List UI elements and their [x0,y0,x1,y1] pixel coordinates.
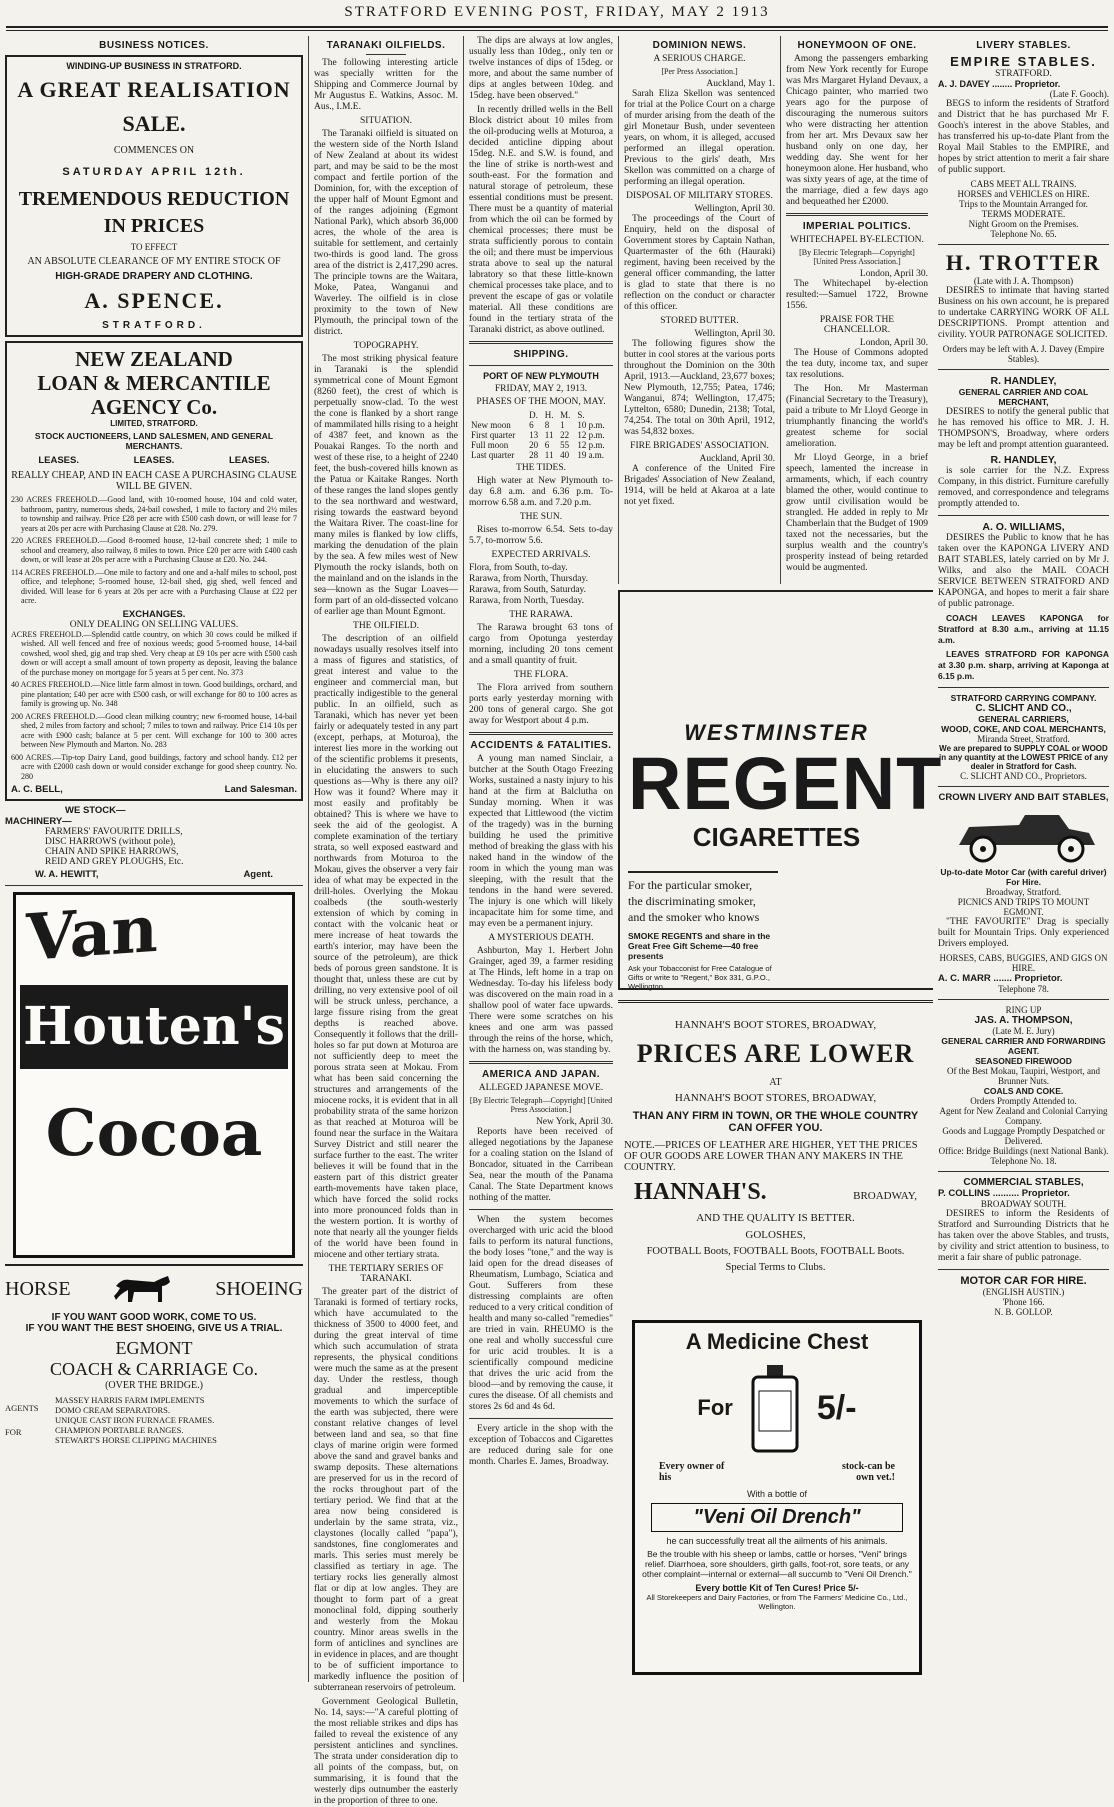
football-boots: FOOTBALL Boots, FOOTBALL Boots, FOOTBALL Boots. [646,1246,905,1257]
subheading: SITUATION. [360,116,412,126]
divider [469,365,613,366]
nz-loan-ad [5,341,303,801]
telegraph-credit: [By Electric Telegraph—Copyright] [United Press Association.] [469,1096,613,1114]
slicht-proprietors: C. SLICHT AND CO., Proprietors. [960,771,1087,781]
divider [469,1418,613,1419]
horses-hire: HORSES and VEHICLES on HIRE. [957,189,1090,199]
subheading: DISPOSAL OF MILITARY STORES. [626,191,773,201]
terms-moderate: TERMS MODERATE. [981,209,1066,219]
divider [938,999,1109,1000]
telegraph-credit: [By Electric Telegraph—Copyright] [United Press Association.] [799,248,915,266]
agents-label-group [5,1395,55,1445]
in-prices: IN PRICES [103,215,205,237]
hannahs-row [634,1179,917,1206]
for-price-row [641,1363,913,1453]
divider [469,732,613,735]
port-heading: PORT OF NEW PLYMOUTH [483,371,599,381]
dateline: New York, April 30. [535,1117,613,1127]
lease-item: 230 ACRES FREEHOLD.—Good land, with 10-roomed house, 104 and cold water, bathroom, pantry, numerous sheds, 24-bail cowshed, 1 mile to factory and 2½ miles to township and railway. Price £28 per acre with £500 cash down, or will lease for 7 years at 20s per acre with Purchasing Clause at £28. No. 279. [11,495,297,533]
motor-car-hire: Up-to-date Motor Car (with careful driver) For Hire. [940,867,1107,887]
article-paragraph: High water at New Plymouth to-day 6.8 a.m. and 6.36 p.m. To-morrow 6.58 a.m. and 7.20 p.m. [469,476,613,508]
veni-oil-drench-ad [632,1320,922,1675]
divider [469,341,613,344]
price-tag: 5/- [816,1388,857,1427]
divider [5,885,303,886]
thompson-late: (Late M. E. Jury) [992,1026,1055,1036]
column-shipping [463,36,618,1682]
hannahs-boot-ad [618,1000,933,1305]
subheading: TOPOGRAPHY. [353,341,419,351]
medicine-bottle-icon [745,1363,805,1453]
agents-list [55,1395,217,1445]
article-paragraph: The Whitechapel by-election resulted:—Samuel 1722, Browne 1556. [786,279,928,311]
moon-cell: New moon [471,420,511,430]
shipping-heading: SHIPPING. [513,349,569,360]
article-paragraph: The most striking physical feature in Taranaki is the splendid symmetrical cone of Mount Egmont (8260 feet), the crest of which is perpetually snow-clad. To the west the cone is flanked by a short range of mammilated hills rising to a height of 4387 feet, and known as the Pouakai Ranges. To the north and west of these rise, to a height of 2240 feet, the bush-covered hills known as the Patua or Kaitake Ranges. North of these ranges the land slopes gently to the sea northward and westward, rising towards the eastward beyond the Waitara River. The coast-line for many miles is flanked by low cliffs, marking the denudation of the plain by the sea. A few miles west of New Plymouth the rocky islands, both on the mainland and on the islands in the sea—known as the Sugar Loaves—form part of an old-dissected volcano of earlier age than Mount Egmont. [314,354,458,617]
leaves-stratford: LEAVES STRATFORD FOR KAPONGA at 3.30 p.m. sharp, arriving at Kaponga at 6.15 p.m. [938,649,1109,681]
column-taranaki-oilfields [308,36,463,1806]
moon-col: D. [529,410,538,420]
hannahs-stores-2: HANNAH'S BOOT STORES, BROADWAY, [674,1092,877,1104]
subheading: ALLEGED JAPANESE MOVE. [478,1083,604,1093]
motor-car-icon [939,805,1109,865]
dateline: Wellington, April 30. [694,329,775,339]
handley-name-2: R. HANDLEY, [990,454,1057,466]
america-japan-heading: AMERICA AND JAPAN. [481,1069,601,1080]
regent-cigarettes-ad [618,590,943,991]
arrival-item: Rarawa, from North, Tuesday. [469,596,584,606]
hewitt-name: W. A. HEWITT, [35,869,99,880]
moon-cell: 11 [544,430,554,440]
subheading: EXPECTED ARRIVALS. [491,550,591,560]
coals-coke: COALS AND COKE. [983,1086,1064,1096]
owner-row [641,1461,913,1483]
office-bridge: Office: Bridge Buildings (next National Bank). [938,1146,1109,1156]
high-grade-drapery: HIGH-GRADE DRAPERY AND CLOTHING. [55,271,253,282]
article-paragraph: The Hon. Mr Masterman (Financial Secretary to the Treasury), paid a tribute to Mr Lloyd George in triumphantly financing the world's greatest scheme for social amelioration. [786,384,928,449]
nz-auctioneers: STOCK AUCTIONEERS, LAND SALESMEN, AND GENERAL MERCHANTS. [34,431,274,451]
moon-cell: 40 [560,450,570,460]
thompson-name: JAS. A. THOMPSON, [974,1015,1073,1026]
article-paragraph: Every article in the shop with the exception of Tobaccos and Cigarettes are reduced during sale for one month. Charles E. James, Broadway. [469,1424,613,1467]
article-paragraph: The following figures show the butter in cool stores at the various ports throughout the Dominion on the 30th April, 1913.—Auckland, 23,677 boxes; New Plymouth, 12,755; Patea, 1746; Wanganui, 874; Wellington, 17,475; Lyttelton, 6580; Dunedin, 2138; Total, 74,254. The total on 30th April, 1912, was 54,832 boxes. [624,339,775,437]
slicht-wood: WOOD, COKE, AND COAL MERCHANTS, [941,724,1106,734]
subheading: THE OILFIELD. [353,621,419,631]
column-honeymoon-politics [780,36,933,584]
bell-signature [11,784,297,795]
nz-limited: LIMITED, STRATFORD. [110,419,198,428]
article-paragraph: The description of an oilfield nowadays usually resolves itself into a mass of figures and statistics, of great interest and value to the engineer and commercial man, but practically indigestible to the general public. In an oilfield, such as Taranaki, which has never yet been fairly or adequately tested in any part (except, perhaps, at Moturoa), the interest lies more in the working out of the scientific problems it presents, in elucidating the answers to such questions as—Why is there any oil? How was it found? Where may it most easily and profitably be obtained? This is where we have to seek the aid of the geologist. A complete examination of the tertiary strata, so well exposed eastward and northwards from Moturoa to the Mokau, gives the observer a very fair idea of what may be expected in the drill-holes. Overlying the Mokau coalbeds (the south-westerly extension of which by coming in contact with the volcanic heat or mere increase of heat towards the earth's interior, may have been the source of the petroleum), are thick beds of porous green sandstone. It is thought that, unless these are cut by drilling, no very extensive pool of oil will be struck unless, perchance, a large fissure rising from the great depths is reached above. Consequently it follows that the drill-holes so far put down at Moturoa are not sufficiently deep to meet the porous strata seen at Mokau. From what has been said concerning the structures and arrangements of the miocene rocks, it is evident that in all probability strata of the same horizon as that reached at Moturoa will be found near the surface in the Waitara Survey District and still nearer the surface further to the east. The writer believes it will be found that in the eastern part of this district greater earth-movements have taken place, which have forced the solid rocks into more pronounced folds than in the western portion. It is worthy of note that nearly all the younger fields of the world have been found in miocene and other tertiary strata. [314,634,458,1260]
trips-mountain: Trips to the Mountain Arranged for. [959,199,1088,209]
moon-col: S. [577,410,585,420]
treat-ailments: he can successfully treat all the ailments of his animals. [666,1536,888,1546]
dateline: London, April 30. [859,338,928,348]
english-austin: (ENGLISH AUSTIN.) [982,1287,1065,1297]
subheading: THE TERTIARY SERIES OF TARANAKI. [328,1264,444,1284]
moon-col: H. [544,410,554,420]
ad-paragraph: is sole carrier for the N.Z. Express Company, in this district. Furniture carefully removed, and correspondence and telegrams promptly attended to. [938,466,1109,509]
quality-better: AND THE QUALITY IS BETTER. [696,1212,855,1224]
article-paragraph: Mr Lloyd George, in a brief speech, lamented the increase in armaments, which, if each country blamed the other, would continue to grow until civilisation would be strangled. He added in reply to Mr Chamberlain that the Budget of 1909 taxed not the necessaries, but the surplus wealth and the country's prosperity instead of being retarded would be augmented. [786,453,928,573]
for-line: the discriminating smoker, [628,894,756,908]
agent-nz: Agent for New Zealand and Colonial Carrying Company. [939,1106,1108,1126]
arrival-item: Rarawa, from North, Thursday. [469,574,588,584]
exchange-list [11,630,297,782]
masthead-rule [6,26,1108,31]
commences-on: COMMENCES ON [113,145,195,156]
moon-row [469,430,613,440]
cigarettes-title: CIGARETTES [692,822,861,852]
machinery-item: FARMERS' FAVOURITE DRILLS, [45,827,183,837]
slicht-general: GENERAL CARRIERS, [978,714,1069,724]
empire-location: STRATFORD. [995,69,1052,79]
slicht-name: C. SLICHT AND CO., [975,703,1072,714]
article-paragraph: Government Geological Bulletin, No. 14, says:—"A careful plotting of the most reliable strikes and dips has failed to reveal the existence of any persistent anticlines and synclines. The strata under consideration dip to all points of the compass, but, on summarising, it is found that the westerly dips outnumber the easterly in the proportion of three to one. [314,1697,458,1806]
phone-166: 'Phone 166. [1002,1297,1045,1307]
article-paragraph: A conference of the United Fire Brigades' Association of New Zealand, 1914, will be held at Akaroa at a late not yet fixed. [624,464,775,507]
special-terms: Special Terms to Clubs. [725,1262,826,1273]
nz-title-3: AGENCY Co. [90,395,218,419]
moon-col: M. [560,410,571,420]
cabs-meet: CABS MEET ALL TRAINS. [970,179,1077,189]
column-business-notices [0,36,308,1682]
divider [938,1171,1109,1172]
hannahs-broadway: BROADWAY, [853,1190,917,1202]
moon-cell: Last quarter [471,450,515,460]
broadway-south: BROADWAY SOUTH. [980,1199,1067,1209]
spence-stratford: STRATFORD. [102,320,206,331]
lease-list [11,495,297,606]
telephone-65: Telephone No. 65. [990,229,1057,239]
goloshes: GOLOSHES, [745,1229,806,1241]
handley-name: R. HANDLEY, [990,375,1057,387]
article-paragraph: Rises to-morrow 6.54. Sets to-day 5.7, to-morrow 5.6. [469,525,613,546]
arrivals-list [469,563,613,607]
picnics: PICNICS AND TRIPS TO MOUNT EGMONT. [957,897,1090,917]
moon-cell: Full moon [471,440,509,450]
ad-paragraph: DESIRES to notify the general public that he has removed his office to MR. J. H. THOMPSON'S, Broadway, where orders may be left and prompt attention guaranteed. [938,407,1109,450]
ad-paragraph: DESIRES to inform the Residents of Stratford and Surrounding Districts that he has taken over the above Stables, and trusts, by civility and strict attention to business, to merit a fair share of public patronage. [938,1209,1109,1263]
marr-proprietor: A. C. MARR ....... Proprietor. [938,973,1063,984]
bell-title: Land Salesman. [224,784,297,795]
agents-label: AGENTS [5,1403,39,1413]
moon-cell: 28 [529,450,539,460]
moon-cell: 10 p.m. [577,420,605,430]
horse-shoeing-row [5,1272,303,1306]
moon-cell: 12 p.m. [577,430,605,440]
ad-paragraph: "THE FAVOURITE" Drag is specially built for Mountain Trips. Only experienced Drivers employed. [938,917,1109,949]
moon-row [469,420,613,430]
arrival-item: Rarawa, from South, Saturday. [469,585,587,595]
subheading: PRAISE FOR THE CHANCELLOR. [819,315,895,335]
dateline: Wellington, April 30. [694,204,775,214]
article-paragraph: The greater part of the district of Taranaki is formed of tertiary rocks, which have accumulated to the thickness of 3500 to 4000 feet, and during the great interval of time which such accumulation of strata represents, the physical conditions were much the same as at the present day. Under the restless, though gradual and imperceptible movements to which the surface of the earth was subjected, there were constant relative changes of level between land and sea, so that fine clays of marine origin were formed above the sand and gravel banks and swamp deposits. These alternations are preserved for us in the record of the rocks throughout part of the tertiary period. We find that at the area now being considered is underlain by the same strata, viz., claystones (locally called "papa"), sandstones, fine conglomerates and marls. This series must merely be classified as tertiary in age. The tertiary rocks lies generally almost flat or dip at low angles. They are thought to form part of a great monoclinal fold, dipping southerly and westerly from the Mokau country. Minor areas swells in the form of anticlines and synclines are in evidence in places, and are thought to be of sufficient importance to markedly influence the position of subterranean reservoirs of petroleum. [314,1287,458,1693]
spence-sale-ad [5,55,303,337]
article-paragraph: The Rarawa brought 63 tons of cargo from Opotunga yesterday morning, including 20 tons cement and a small quantity of fruit. [469,623,613,666]
imperial-heading: IMPERIAL POLITICS. [802,221,912,232]
veni-bottle-price: Every bottle Kit of Ten Cures! Price 5/- [695,1583,859,1593]
lease-item: 114 ACRES FREEHOLD.—One mile to factory and one and a-half miles to school, post office, and telephone; 5-roomed house, 12-bail shed, gig shed, well fenced and divided. Will lease for 6 years at 20s per acre with a Purchasing Clause at £22 per acre. [11,567,297,605]
subheading: A MYSTERIOUS DEATH. [488,933,594,943]
empire-stables: EMPIRE STABLES. [950,54,1097,69]
gollop-name: N. B. GOLLOP. [994,1307,1053,1317]
moon-cell: 55 [560,440,570,450]
westminster-label: WESTMINSTER [684,720,869,745]
only-dealing: ONLY DEALING ON SELLING VALUES. [69,619,239,630]
divider [938,687,1109,688]
honeymoon-heading: HONEYMOON OF ONE. [797,40,917,51]
over-bridge: (OVER THE BRIDGE.) [105,1380,203,1391]
subheading: WHITECHAPEL BY-ELECTION. [790,235,924,245]
machinery: MACHINERY— [5,816,72,827]
moon-cell: 13 [529,430,539,440]
subheading: THE TIDES. [516,463,566,473]
divider [366,54,406,55]
orders-promptly: Orders Promptly Attended to. [970,1096,1077,1106]
masthead: STRATFORD EVENING POST, FRIDAY, MAY 2 1913 [344,4,770,20]
ask-tobacconist: Ask your Tobacconist for Free Catalogue of Gifts or write to "Regent," Box 331, G.P.O., Wellington. [628,964,772,991]
subheading: A SERIOUS CHARGE. [653,54,746,64]
accidents-heading: ACCIDENTS & FATALITIES. [470,740,612,751]
veni-name: "Veni Oil Drench" [651,1503,903,1532]
motor-car-for-hire: MOTOR CAR FOR HIRE. [960,1275,1087,1287]
hewitt-signature [5,867,303,880]
ad-paragraph: DESIRES to intimate that having started Business on his own account, he is prepared to undertake CARRYING WORK OF ALL DESCRIPTIONS. Prompt attention and civility. YOUR PATRONAGE SOLICITED. [938,286,1109,340]
davey-proprietor: A. J. DAVEY ........ Proprietor. [938,79,1061,89]
exchange-item: ACRES FREEHOLD.—Splendid cattle country, on which 30 cows could be milked if wished. All well fenced and free of noxious weeds; good 5-roomed house, 14-bail cowshed, wool shed, gig and trap shed. Very cheap at £9 10s per acre with £500 cash down or will accept a small amount of town property as deposit, leaving the balance of the purchase money on mortgage for 5 years at 5 per cent. No. 373 [11,629,297,677]
crown-livery: CROWN LIVERY AND BAIT STABLES, [938,792,1109,803]
dominion-heading: DOMINION NEWS. [652,40,747,51]
van-houtens-ad [13,892,295,1258]
leases-label-3: LEASES. [228,455,270,466]
article-paragraph: The House of Commons adopted the tea duty, income tax, and super tax resolutions. [786,348,928,380]
divider [938,1269,1109,1270]
livery-heading: LIVERY STABLES. [976,40,1071,51]
subheading: THE SUN. [519,512,563,522]
commercial-stables: COMMERCIAL STABLES, [963,1177,1084,1188]
moon-table [469,410,613,460]
veni-from: All Storekeepers and Dairy Factories, or from The Farmers' Medicine Co., Ltd., Wellington. [646,1593,908,1611]
regent-for-block [628,871,778,925]
vh-houtens: Houten's [20,985,288,1069]
divider [938,786,1109,787]
ring-up: RING UP [1005,1005,1042,1015]
for-line: and the smoker who knows [628,910,760,924]
telephone-78: Telephone 78. [998,984,1049,994]
trotter-name: H. TROTTER [945,250,1102,275]
nz-title-1: NEW ZEALAND [75,347,233,371]
exchanges-heading: EXCHANGES. [122,608,186,620]
coach-carriage: COACH & CARRIAGE Co. [49,1359,259,1379]
saturday-april: SATURDAY APRIL 12th. [62,166,246,178]
subheading: THE RARAWA. [509,610,573,620]
hannahs-name: HANNAH'S. [634,1179,767,1205]
subheading: FIRE BRIGADES' ASSOCIATION. [630,441,769,451]
arrival-item: Flora, from South, to-day. [469,563,568,573]
horse-icon [108,1272,178,1306]
stock-own-vet: stock-can be own vet.! [841,1461,895,1483]
smoke-regents: SMOKE REGENTS and share in the Great Free Gift Scheme—40 free presents [628,931,771,961]
moon-cell: 22 [560,430,570,440]
general-carrier: GENERAL CARRIER AND COAL MERCHANT, [958,387,1089,407]
article-paragraph: In recently drilled wells in the Bell Block district about 10 miles from the oil-producing wells at Moturoa, a decided anticline dipping about 15deg. N.E. and S.W. is found, and the line of strike is north-west and south-east. For the formation and natural storage of petroleum, these essential conditions must be present. There must be a quantity of material from which the oil can be formed by chemical processes; there must be strata sufficiently porous to contain the oil; and there must be impervious strata above to seal up the natural labratory so that these little-known chemical processes take place, and to prevent the escape of gas or volatile material. All these conditions are found in the tertiary strata of the Taranaki district, as above outlined. [469,105,613,335]
exchange-item: 600 ACRES.—Tip-top Dairy Land, good buildings, factory and school handy. £12 per acre with £2000 cash down or would consider exchange for good sheep country. No. 280 [11,752,297,781]
agent-item: CHAMPION PORTABLE RANGES. [55,1425,184,1435]
article-paragraph: The dips are always at low angles, usually less than 10deg., only ten or twelve instances of dips of 15deg. or more, and about the same number of dips at angles between 10deg. and 15deg. have been observed." [469,36,613,101]
machinery-item: CHAIN AND SPIKE HARROWS, [45,847,179,857]
seasoned-firewood: SEASONED FIREWOOD [975,1056,1072,1066]
agents-block [5,1395,303,1445]
tremendous-reduction: TREMENDOUS REDUCTION [18,188,290,210]
subheading: STORED BUTTER. [660,316,739,326]
agent-item: UNIQUE CAST IRON FURNACE FRAMES. [55,1415,215,1425]
leases-row [11,455,297,466]
medicine-chest-title: A Medicine Chest [685,1329,869,1354]
hewitt-agent: Agent. [243,869,273,880]
late-gooch: (Late F. Gooch). [1049,89,1109,99]
column-livery-stables [933,36,1114,1682]
horses-cabs: HORSES, CABS, BUGGIES, AND GIGS ON HIRE. [939,953,1108,973]
article-paragraph: The proceedings of the Court of Enquiry, held on the disposal of Government stores by Captain Nathan, Quartermaster of the 6th (Hauraki) regiment, having been received by the general officer commanding, the latter is glad to state that there is no reflection on the conduct or character of this officer. [624,214,775,312]
moon-cell: 20 [529,440,539,450]
article-paragraph: Ashburton, May 1. Herbert John Grainger, aged 39, a farmer residing at The Hinds, left home in a trap on Wednesday. To-day his lifeless body was discovered on the main road in a shallow pool of water face upwards. There were some scratches on his knees and one arm was passed through the reins of the horse, which, with the harness on, was standing by. [469,946,613,1055]
hannahs-stores: HANNAH'S BOOT STORES, BROADWAY, [674,1019,877,1031]
to-effect: TO EFFECT [130,242,178,252]
nz-title-2: LOAN & MERCANTILE [37,371,271,395]
machinery-item: REID AND GREY PLOUGHS, Etc. [45,857,184,867]
for-label: For [697,1395,733,1420]
article-paragraph: When the system becomes overcharged with uric acid the blood fails to perform its natural functions, the body loses "tone," and the way is laid open for the dread diseases of Rheumatism, Lumbago, Sciatica and Gout. Sufferers from these distressing complaints are often reduced to a very critical condition of health and many so-called "remedies" are tried in vain. RHEUMO is the one real and wholly successful cure for uric acid troubles. It is a scientifically compound medicine that drives the uric acid from the blood—and by removing the cause, it cures the disease. Of all chemists and stores 2s 6d and 4s 6d. [469,1215,613,1412]
sale-title: SALE. [122,111,186,136]
ad-paragraph: BEGS to inform the residents of Stratford and District that he has purchased Mr F. Gooch's interest in the above Stables, and has transferred his up-to-date Plant from the Royal Mail Stables to the EMPIRE, and hopes by strict attention to merit a fair share of public support. [938,99,1109,175]
moon-cell: 6 [529,420,534,430]
moon-cell: 6 [544,440,550,450]
regent-title: REGENT [628,742,943,825]
if-best-shoeing: IF YOU WANT THE BEST SHOEING, GIVE US A TRIAL. [25,1323,283,1334]
dateline: London, April 30. [859,269,928,279]
article-paragraph: The Flora arrived from southern ports early yesterday morning with 200 tons of general cargo. She got away for Westport about 4 p.m. [469,683,613,726]
lease-item: 220 ACRES FREEHOLD.—Good 8-roomed house, 12-bail concrete shed; 1 mile to school and creamery, also railway, 8 miles to town. Price £20 per acre with £400 cash down, or will lease at 20s per acre with a Purchasing Clause at £20. No. 244. [11,536,297,564]
ad-paragraph: DESIRES the Public to know that he has taken over the KAPONGA LIVERY AND BAIT STABLES, lately carried on by Mr J. Wilks, and also the MAIL COACH SERVICE BETWEEN STRATFORD AND KAPONGA, and hopes to merit a fair share of public patronage. [938,533,1109,609]
column-dominion-news [618,36,780,584]
hewitt-ad [5,805,303,880]
than-any-firm: THAN ANY FIRM IN TOWN, OR THE WHOLE COUNTRY CAN OFFER YOU. [632,1110,919,1134]
moon-cell: 1 [560,420,565,430]
leases-label-2: LEASES. [133,455,175,466]
divider [469,1209,613,1210]
for-label: FOR [5,1427,22,1437]
really-cheap: REALLY CHEAP, AND IN EACH CASE A PURCHASING CLAUSE WILL BE GIVEN. [11,470,297,492]
trotter-late: (Late with J. A. Thompson) [973,276,1074,286]
best-mokau: Of the Best Mokau, Taupiri, Westport, and Brunner Nuts. [946,1066,1101,1086]
shoeing-word: SHOEING [215,1277,303,1300]
machinery-item: DISC HARROWS (without pole), [45,837,176,847]
divider [938,515,1109,516]
thompson-general: GENERAL CARRIER AND FORWARDING AGENT. [941,1036,1106,1056]
for-line: For the particular smoker, [628,878,753,892]
williams-name: A. O. WILLIAMS, [982,521,1065,533]
telephone-18: Telephone No. 18. [990,1156,1057,1166]
article-paragraph: A young man named Sinclair, a butcher at the South Otago Freezing Works, sustained a nasty injury to his hand at the firm at Balclutha on Sunday morning. When it was expected that Littlewood (the victim of the tragedy) was in the burning building he used the primitive method of breaking the glass with his naked hand in the window of the room in which the young man was sleeping, with the result that the tendons in the hand were severed. The injury is one which will likely incapacitate him for some time, and may even be a permanent injury. [469,754,613,929]
winding-up: WINDING-UP BUSINESS IN STRATFORD. [66,61,242,71]
agent-item: STEWART'S HORSE CLIPPING MACHINES [55,1435,217,1445]
prices-lower: PRICES ARE LOWER [636,1039,915,1068]
moon-row [469,450,613,460]
coach-leaves: COACH LEAVES KAPONGA for Stratford at 8.30 a.m., arriving at 11.15 a.m. [938,613,1109,645]
night-groom: Night Groom on the Premises. [968,219,1079,229]
subheading: THE FLORA. [513,670,569,680]
business-notices-heading: BUSINESS NOTICES. [99,40,209,51]
vh-cocoa: Cocoa [45,1096,263,1171]
article-paragraph: Sarah Eliza Skellon was sentenced for trial at the Police Court on a charge of murder arising from the death of the girl Monetaur Bush, under seventeen years, on whom, it is alleged, accused performed an illegal operation. Previous to the girls' death, Mrs Skellon was committed on a charge of performing an illegal operation. [624,89,775,187]
exchange-item: 40 ACRES FREEHOLD.—Nice little farm almost in town. Good buildings, orchard, and pine plantation; £40 per acre with £500 cash, or will exchange for 80 to 100 acres as family is growing up. No. 348 [11,680,297,708]
article-paragraph: Among the passengers embarking from New York recently for Europe was Mrs Margaret Hyland Devaux, a Chicago painter, who married two years ago for the purpose of discouraging the numerous suitors who were distracting her attention from her art. Mrs Devaux saw her husband only on one day, her wedding day. She went for her honeymoon alone. Her husband, who was sixty years of age, at the time of the marriage, died a few days ago and bequeathed her £2000. [786,54,928,207]
vh-van: Van [26,891,158,976]
article-paragraph: The Taranaki oilfield is situated on the western side of the North Island of New Zealand at about its widest part, and may be said to be the most compact and fertile portion of the Dominion, for, with the exception of the upper half of Mount Egmont and of the ranges adjoining (Egmont National Park), which absorb 36,000 acres, the whole of the area is suitable for settlement, and certainly two-thirds is good land. The gross area of the district is 2,417,290 acres. The principle towns are the Waitara, Moke, Patea, Wanganui and Waverley. The oilfield is in close proximity to the town of New Plymouth, the principal town of the district. [314,129,458,337]
article-paragraph: The following interesting article was specially written for the Shipping and Commerce Journal by Mr Augustus E. Watkins, Assoc. M. Aus., I.M.E. [314,58,458,112]
dateline: Auckland, April 30. [699,454,775,464]
moon-header-row [469,410,613,420]
spence-name: A. SPENCE. [84,288,224,313]
if-good-work: IF YOU WANT GOOD WORK, COME TO US. [51,1312,257,1323]
egmont-title: EGMONT [115,1338,193,1358]
moon-cell: 11 [544,450,554,460]
divider [938,369,1109,370]
leases-label-1: LEASES. [38,455,79,466]
egmont-coach-ad [5,1264,303,1445]
with-a-bottle: With a bottle of [746,1489,808,1499]
article-heading: TARANAKI OILFIELDS. [326,40,446,51]
moon-cell: 8 [544,420,550,430]
moon-cell: First quarter [471,430,516,440]
moon-cell: 12 p.m. [577,440,605,450]
article-paragraph: Reports have been received of alleged negotiations by the Japanese for a coaling station on the Island of Boncador, situated in the Carribean Sea, near the mouth of the Panama Canal. The State Department knows nothing of the matter. [469,1127,613,1203]
collins-proprietor: P. COLLINS .......... Proprietor. [938,1188,1070,1199]
shipping-date: FRIDAY, MAY 2, 1913. [494,384,588,394]
bell-name: A. C. BELL, [11,784,63,795]
we-stock: WE STOCK— [65,805,126,816]
moon-row [469,440,613,450]
miranda-street: Miranda Street, Stratford. [977,734,1070,744]
carrying-company: STRATFORD CARRYING COMPANY. [950,693,1097,703]
divider [469,1061,613,1064]
motor-location: Broadway, Stratford. [985,887,1062,897]
moon-phases-heading: PHASES OF THE MOON, MAY. [476,397,606,407]
hannahs-at: AT [769,1077,782,1088]
supply-coal: We are prepared to SUPPLY COAL or WOOD in any quantity at the LOWEST PRICE of any dealer in Stratford for Cash. [939,744,1108,771]
goods-luggage: Goods and Luggage Promptly Despatched or Delivered. [942,1126,1105,1146]
agent-item: MASSEY HARRIS FARM IMPLEMENTS [55,1395,205,1405]
moon-cell: 19 a.m. [577,450,605,460]
exchange-item: 200 ACRES FREEHOLD.—Good clean milking country; new 6-roomed house, 14-bail shed, 2 miles from factory and school; 7 miles to town and railway. Price £14 10s per acre with £900 cash; balance at 5 per cent. Will exchange for 100 to 300 acres between New Plymouth and Marton. No. 283 [11,711,297,749]
great-realisation: A GREAT REALISATION [17,77,291,102]
divider [938,244,1109,245]
every-owner: Every owner of his [659,1461,725,1483]
agent-item: DOMO CREAM SEPARATORS. [55,1405,171,1415]
dateline: Auckland, May 1. [706,79,775,89]
leather-note: NOTE.—PRICES OF LEATHER ARE HIGHER, YET THE PRICES OF OUR GOODS ARE LOWER THAN ANY MAKERS IN THE COUNTRY. [624,1140,918,1173]
orders-davey: Orders may be left with A. J. Davey (Empire Stables). [942,344,1105,364]
absolute-clearance: AN ABSOLUTE CLEARANCE OF MY ENTIRE STOCK OF [27,256,281,267]
press-credit: [Per Press Association.] [661,67,738,76]
divider [786,213,928,216]
veni-body: Be the trouble with his sheep or lambs, cattle or horses, "Veni" brings relief. Diarrhoea, sore shoulders, girth galls, foot-rot, sore teats, or any other complaint—internal or external—all succumb to "Veni Oil Drench." [642,1549,912,1579]
horse-word: HORSE [5,1277,71,1300]
